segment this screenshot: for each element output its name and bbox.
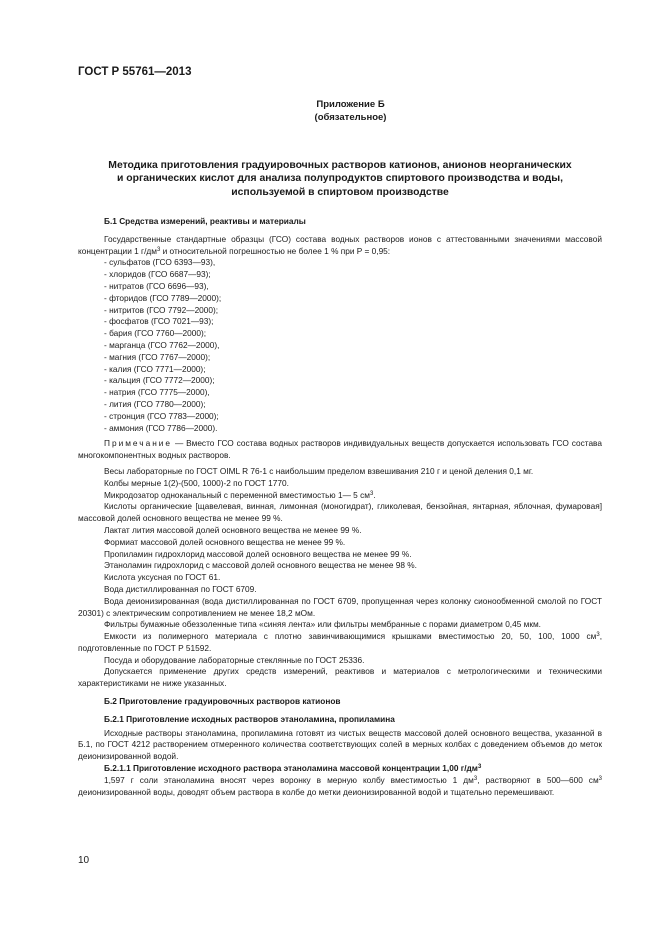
appendix-heading	[0, 98, 661, 124]
subsection-heading-b21: Б.2.1 Приготовление исходных растворов этаноламина, пропиламина	[104, 713, 395, 724]
title-line-3: используемой в спиртовом производстве	[231, 186, 449, 198]
list-item: - сульфатов (ГСО 6393—93),	[104, 257, 216, 268]
subsection-heading-b211: Б.2.1.1 Приготовление исходного раствора этаноламина массовой концентрации 1,00 $г/дм^3$	[104, 763, 482, 774]
item-containers: Емкости из полимерного материала с плотно завинчивающимися крышками вместимостью 20, 50, 100, 1000 $см^3$, подготовленные по ГОСТ Р 51592.	[78, 631, 602, 653]
standard-header: ГОСТ Р 55761—2013	[78, 66, 192, 78]
list-item: - стронция (ГСО 7783—2000);	[104, 410, 219, 421]
title-line-2: и органических кислот для анализа полупродуктов спиртового производства и воды,	[116, 173, 563, 185]
gso-intro: Государственные стандартные образцы (ГСО) состава водных растворов ионов с аттестованными значениями массовой концентрации 1 $г/дм^3$ и относительной погрешностью не более 1 % при P = 0,95:	[78, 233, 602, 256]
list-item: - хлоридов (ГСО 6687—93);	[104, 269, 211, 280]
title-line-1: Методика приготовления градуировочных растворов катионов, анионов неорганических	[108, 160, 572, 171]
section-heading-b2: Б.2 Приготовление градуировочных растворов катионов	[104, 696, 341, 707]
list-item: - бария (ГСО 7760—2000);	[104, 328, 207, 339]
appendix-label: Приложение Б	[316, 99, 385, 110]
item-flasks: Колбы мерные 1(2)-(500, 1000)-2 по ГОСТ 1770.	[104, 477, 289, 488]
item-distilled-water: Вода дистиллированная по ГОСТ 6709.	[104, 583, 257, 594]
section-heading-b1: Б.1 Средства измерений, реактивы и материалы	[104, 216, 306, 226]
list-item: - нитратов (ГСО 6696—93),	[104, 280, 209, 291]
list-item: - фторидов (ГСО 7789—2000);	[104, 292, 222, 303]
note: Примечание — Вместо ГСО состава водных растворов индивидуальных веществ допускается использовать ГСО состава многокомпонентных водных растворов.	[78, 438, 602, 461]
item-scales: Весы лабораторные по ГОСТ OIML R 76-1 с наибольшим пределом взвешивания 210 г и ценой деления 0,1 мг.	[104, 465, 534, 476]
list-item: - нитритов (ГСО 7792—2000);	[104, 304, 219, 315]
document-body	[78, 212, 602, 798]
item-glassware: Посуда и оборудование лабораторные стеклянные по ГОСТ 25336.	[104, 654, 365, 665]
item-formiate: Формиат массовой долей основного вещества не менее 99 %.	[104, 536, 346, 547]
appendix-status: (обязательное)	[314, 112, 387, 123]
item-dispenser: Микродозатор одноканальный с переменной вместимостью 1— 5 $см^3$.	[104, 489, 376, 500]
item-deionized-water: Вода деионизированная (вода дистиллированная по ГОСТ 6709, пропущенная через колонку сионообменной смолой по ГОСТ 20301) с электрическим сопротивлением не менее 18,2 мОм.	[78, 595, 602, 618]
item-ethanolamine: Этаноламин гидрохлорид с массовой долей основного вещества не менее 98 %.	[104, 560, 417, 571]
list-item: - лития (ГСО 7780—2000);	[104, 398, 206, 409]
list-item: - фосфатов (ГСО 7021—93);	[104, 316, 214, 327]
subsection-b21-text: Исходные растворы этаноламина, пропиламина готовят из чистых веществ массовой долей основного вещества, указанной в Б.1, по ГОСТ 4212 растворением отмеренного количества соответствующих солей в мерных колбах с доведением объемов до меток деионизированной водой.	[78, 727, 602, 762]
list-item: - натрия (ГСО 7775—2000),	[104, 387, 210, 398]
document-title	[90, 159, 590, 199]
item-lithium-lactate: Лактат лития массовой долей основного вещества не менее 99 %.	[104, 524, 362, 535]
note-label: Примечание	[104, 438, 173, 449]
item-acetic-acid: Кислота уксусная по ГОСТ 61.	[104, 572, 221, 583]
subsection-b211-text: 1,597 г соли этаноламина вносят через воронку в мерную колбу вместимостью 1 $дм^3$, растворяют в 500—600 $см^3$ деионизированной воды, доводят объем раствора в колбе до метки деионизированной водой и тщательно перемешивают.	[78, 774, 602, 797]
gso-list	[78, 257, 602, 434]
list-item: - марганца (ГСО 7762—2000),	[104, 339, 220, 350]
list-item: - аммония (ГСО 7786—2000).	[104, 422, 218, 433]
list-item: - кальция (ГСО 7772—2000);	[104, 375, 215, 386]
list-item: - калия (ГСО 7771—2000);	[104, 363, 206, 374]
page-number: 10	[78, 855, 90, 866]
item-propylamine: Пропиламин гидрохлорид массовой долей основного вещества не менее 99 %.	[104, 548, 412, 559]
item-other-means: Допускается применение других средств измерений, реактивов и материалов с метрологическими и техническими характеристиками не ниже указанных.	[78, 666, 602, 689]
item-acids: Кислоты органические [щавелевая, винная, лимонная (моногидрат), гликолевая, бензойная, янтарная, яблочная, фумаровая] массовой долей основного вещества не менее 99 %.	[78, 501, 602, 524]
item-filters: Фильтры бумажные обеззоленные типа «синяя лента» или фильтры мембранные с порами диаметром 0,45 мкм.	[104, 619, 541, 630]
list-item: - магния (ГСО 7767—2000);	[104, 351, 211, 362]
